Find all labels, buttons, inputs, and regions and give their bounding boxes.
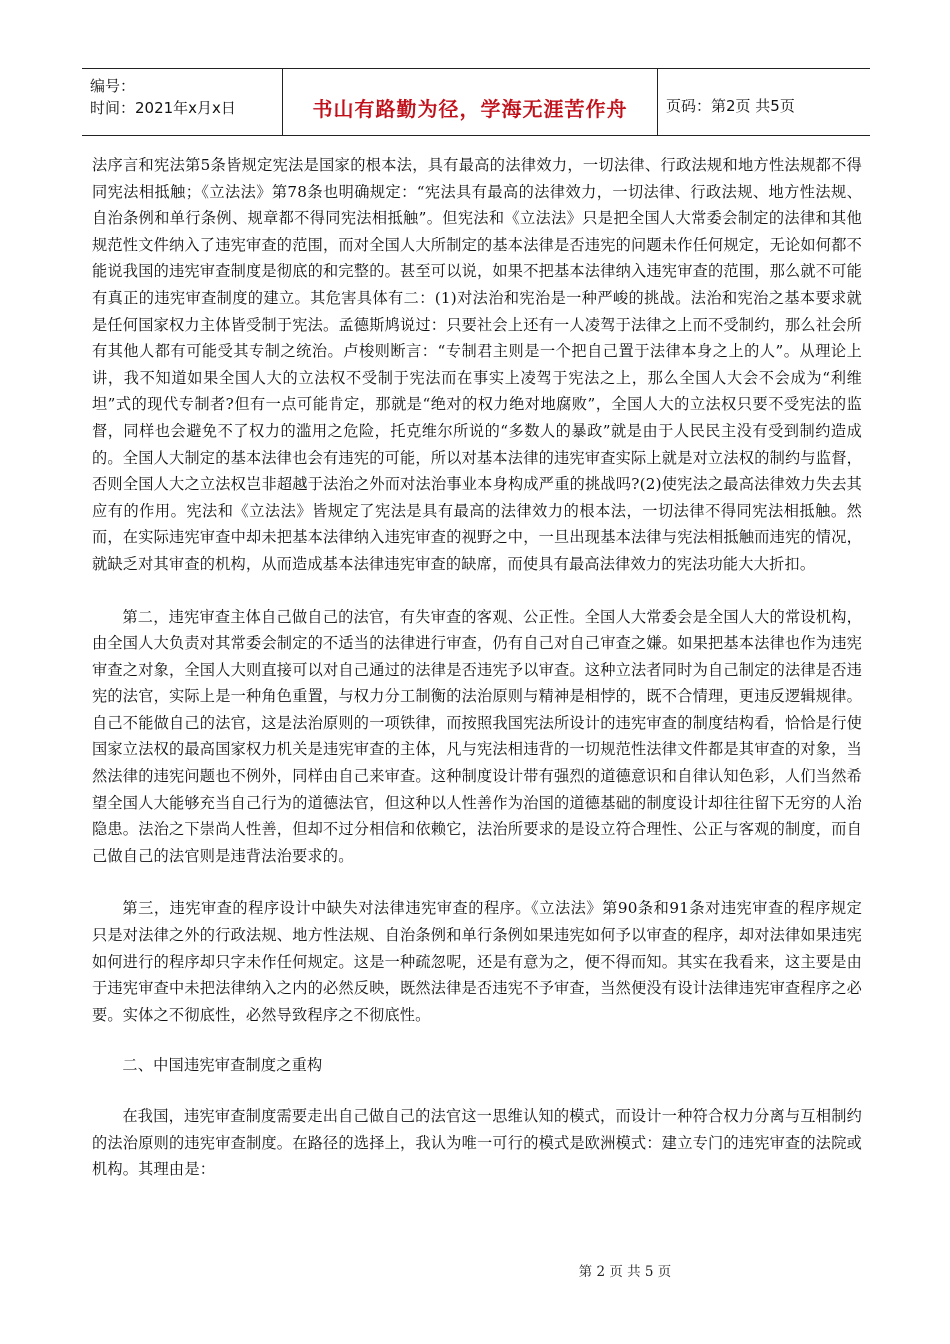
header-left-cell	[82, 69, 282, 135]
time-label: 时间：2021年x月x日	[90, 99, 236, 117]
header-motto-cell	[282, 69, 658, 135]
paragraph-2: 第二，违宪审查主体自己做自己的法官，有失审查的客观、公正性。全国人大常委会是全国人大的常设机构，由全国人大负责对其常委会制定的不适当的法律进行审查，仍有自己对自己审查之嫌。如果把基本法律也作为违宪审查之对象，全国人大则直接可以对自己通过的法律是否违宪予以审查。这种立法者同时为自己制定的法律是否违宪的法官，实际上是一种角色重置，与权力分工制衡的法治原则与精神是相悖的，既不合情理，更违反逻辑规律。自己不能做自己的法官，这是法治原则的一项铁律，而按照我国宪法所设计的违宪审查的制度结构看，恰恰是行使国家立法权的最高国家权力机关是违宪审查的主体，凡与宪法相违背的一切规范性法律文件都是其审查的对象，当然法律的违宪问题也不例外，同样由自己来审查。这种制度设计带有强烈的道德意识和自律认知色彩，人们当然希望全国人大能够充当自己行为的道德法官，但这种以人性善作为治国的道德基础的制度设计却往往留下无穷的人治隐患。法治之下崇尚人性善，但却不过分相信和依赖它，法治所要求的是设立符合理性、公正与客观的制度，而自己做自己的法官则是违背法治要求的。	[92, 607, 862, 865]
paragraph-4: 在我国，违宪审查制度需要走出自己做自己的法官这一思维认知的模式，而设计一种符合权力分离与互相制约的法治原则的违宪审查制度。在路径的选择上，我认为唯一可行的模式是欧洲模式：建立专门的违宪审查的法院或机构。其理由是：	[92, 1107, 862, 1179]
page-header	[82, 68, 870, 136]
page-footer: 第 2 页 共 5 页	[578, 1264, 672, 1280]
header-right-cell	[656, 69, 870, 135]
section-heading: 二、中国违宪审查制度之重构	[122, 1056, 323, 1075]
number-label: 编号：	[90, 77, 136, 95]
page-code: 页码：第2页 共5页	[666, 97, 795, 115]
paragraph-3: 第三，违宪审查的程序设计中缺失对法律违宪审查的程序。《立法法》第90条和91条对违宪审查的程序规定只是对法律之外的行政法规、地方性法规、自治条例和单行条例如果违宪如何予以审查的程序，却对法律如果违宪如何进行的程序却只字未作任何规定。这是一种疏忽呢，还是有意为之，便不得而知。其实在我看来，这主要是由于违宪审查中未把法律纳入之内的必然反映，既然法律是否违宪不予审查，当然便没有设计法律违宪审查程序之必要。实体之不彻底性，必然导致程序之不彻底性。	[92, 899, 862, 1024]
document-body	[92, 152, 862, 1183]
paragraph-1: 法序言和宪法第5条皆规定宪法是国家的根本法，具有最高的法律效力，一切法律、行政法规和地方性法规都不得同宪法相抵触；《立法法》第78条也明确规定：“宪法具有最高的法律效力，一切法律、行政法规、地方性法规、自治条例和单行条例、规章都不得同宪法相抵触”。但宪法和《立法法》只是把全国人大常委会制定的法律和其他规范性文件纳入了违宪审查的范围，而对全国人大所制定的基本法律是否违宪的问题未作任何规定，无论如何都不能说我国的违宪审查制度是彻底的和完整的。甚至可以说，如果不把基本法律纳入违宪审查的范围，那么就不可能有真正的违宪审查制度的建立。其危害具体有二：(1)对法治和宪治是一种严峻的挑战。法治和宪治之基本要求就是任何国家权力主体皆受制于宪法。孟德斯鸠说过：只要社会上还有一人凌驾于法律之上而不受制约，那么社会所有其他人都有可能受其专制之统治。卢梭则断言：“专制君主则是一个把自己置于法律本身之上的人”。从理论上讲，我不知道如果全国人大的立法权不受制于宪法而在事实上凌驾于宪法之上，那么全国人大会不会成为“利维坦”式的现代专制者?但有一点可能肯定，那就是“绝对的权力绝对地腐败”，全国人大的立法权只要不受宪法的监督，同样也会避免不了权力的滥用之危险，托克维尔所说的“多数人的暴政”就是由于人民民主没有受到制约造成的。全国人大制定的基本法律也会有违宪的可能，所以对基本法律的违宪审查实际上就是对立法权的制约与监督，否则全国人大之立法权岂非超越于法治之外而对法治事业本身构成严重的挑战吗?(2)使宪法之最高法律效力失去其应有的作用。宪法和《立法法》皆规定了宪法是具有最高的法律效力的根本法，一切法律不得同宪法相抵触。然而，在实际违宪审查中却未把基本法律纳入违宪审查的视野之中，一旦出现基本法律与宪法相抵触而违宪的情况，就缺乏对其审查的机构，从而造成基本法律违宪审查的缺席，而使具有最高法律效力的宪法功能大大折扣。	[92, 156, 862, 573]
motto-text: 书山有路勤为径，学海无涯苦作舟	[312, 97, 628, 121]
